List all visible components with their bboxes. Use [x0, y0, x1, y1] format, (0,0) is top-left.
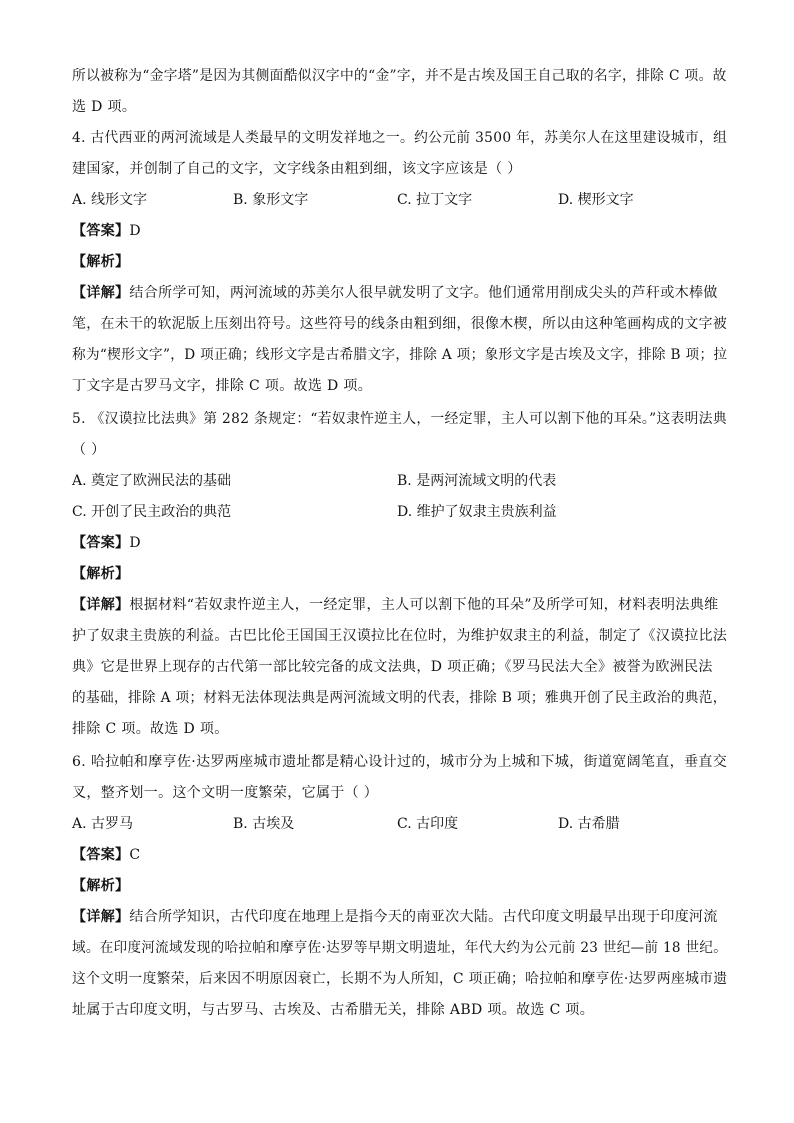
- q6-detail-line-4: 址属于古印度文明，与古罗马、古埃及、古希腊无关，排除 ABD 项。故选 C 项。: [72, 1002, 595, 1018]
- q6-option-b: B. 古埃及: [233, 816, 295, 832]
- q5-option-d: D. 维护了奴隶主贵族利益: [397, 504, 557, 520]
- q5-answer-tag: 【答案】: [72, 535, 130, 551]
- q5-analysis-label: 【解析】: [72, 566, 130, 582]
- q4-answer: [72, 221, 727, 241]
- q6-option-a: A. 古罗马: [72, 816, 134, 832]
- q4-stem-line-2: 建国家，并创制了自己的文字，文字线条由粗到细，该文字应该是（ ）: [72, 161, 522, 177]
- q6-stem-line-1: 6. 哈拉帕和摩亨佐·达罗两座城市遗址都是精心设计过的，城市分为上城和下城，街道宽阔笔直，垂直交: [72, 754, 728, 770]
- q6-detail-text-1: 结合所学知识，古代印度在地理上是指今天的南亚次大陆。古代印度文明最早出现于印度河流: [129, 909, 718, 925]
- q4-detail-tag: 【详解】: [72, 285, 130, 301]
- q4-option-d: D. 楔形文字: [558, 192, 634, 208]
- q5-detail-tag: 【详解】: [72, 597, 130, 613]
- q5-option-c: C. 开创了民主政治的典范: [72, 504, 232, 520]
- q3-tail-line-1: 所以被称为“金字塔”是因为其侧面酷似汉字中的“金”字，并不是古埃及国王自己取的名字，排除 C 项。故: [72, 68, 727, 84]
- q5-detail-line-4: 的基础，排除 A 项；材料无法体现法典是两河流域文明的代表，排除 B 项；雅典开创了民主政治的典范，: [72, 690, 727, 706]
- q4-option-a: A. 线形文字: [72, 192, 148, 208]
- q4-answer-tag: 【答案】: [72, 223, 130, 239]
- q6-option-d: D. 古希腊: [558, 816, 620, 832]
- q5-detail-line-1: [72, 595, 727, 615]
- q5-detail-line-5: 排除 C 项。故选 D 项。: [72, 721, 229, 737]
- q4-option-b: B. 象形文字: [233, 192, 309, 208]
- q4-analysis-label: 【解析】: [72, 254, 130, 270]
- q6-answer: [72, 845, 727, 865]
- q5-option-b: B. 是两河流域文明的代表: [397, 473, 557, 489]
- q5-detail-line-3: 典》它是世界上现存的古代第一部比较完备的成文法典，D 项正确；《罗马民法大全》被誉为欧洲民法: [72, 659, 713, 675]
- q4-detail-line-3: 称为“楔形文字”，D 项正确；线形文字是古希腊文字，排除 A 项；象形文字是古埃及文字，排除 B 项；拉: [72, 347, 728, 363]
- q4-answer-value: D: [129, 223, 141, 239]
- q4-detail-line-4: 丁文字是古罗马文字，排除 C 项。故选 D 项。: [72, 378, 373, 394]
- q5-stem-line-2: （ ）: [72, 442, 106, 458]
- q4-option-c: C. 拉丁文字: [397, 192, 473, 208]
- q6-detail-line-2: 域。在印度河流域发现的哈拉帕和摩亨佐·达罗等早期文明遗址，年代大约为公元前 23 世纪—前 18 世纪。: [72, 940, 728, 956]
- q6-analysis-label: 【解析】: [72, 878, 130, 894]
- q5-detail-text-1: 根据材料“若奴隶忤逆主人，一经定罪，主人可以割下他的耳朵”及所学可知，材料表明法典维: [129, 597, 719, 613]
- q4-stem-line-1: 4. 古代西亚的两河流域是人类最早的文明发祥地之一。约公元前 3500 年，苏美尔人在这里建设城市，组: [72, 130, 728, 146]
- q6-detail-line-1: [72, 907, 727, 927]
- q3-tail-line-2: 选 D 项。: [72, 99, 137, 115]
- q4-detail-line-1: [72, 283, 727, 303]
- q6-stem-line-2: 叉，整齐划一。这个文明一度繁荣，它属于（ ）: [72, 785, 379, 801]
- q5-answer-value: D: [129, 535, 141, 551]
- q4-detail-line-2: 笔，在未干的软泥版上压刻出符号。这些符号的线条由粗到细，很像木楔，所以由这种笔画构成的文字被: [72, 316, 728, 332]
- q6-option-c: C. 古印度: [397, 816, 459, 832]
- q5-option-a: A. 奠定了欧洲民法的基础: [72, 473, 232, 489]
- q6-detail-line-3: 这个文明一度繁荣，后来因不明原因衰亡，长期不为人所知，C 项正确；哈拉帕和摩亨佐·达罗两座城市遗: [72, 971, 728, 987]
- q5-stem-line-1: 5. 《汉谟拉比法典》第 282 条规定：“若奴隶忤逆主人，一经定罪，主人可以割下他的耳朵。”这表明法典: [72, 411, 727, 427]
- q4-detail-text-1: 结合所学可知，两河流域的苏美尔人很早就发明了文字。他们通常用削成尖头的芦秆或木棒做: [129, 285, 718, 301]
- q5-detail-line-2: 护了奴隶主贵族的利益。古巴比伦王国国王汉谟拉比在位时，为维护奴隶主的利益，制定了《汉谟拉比法: [72, 628, 728, 644]
- q5-answer: [72, 533, 727, 553]
- q6-answer-tag: 【答案】: [72, 847, 130, 863]
- q6-detail-tag: 【详解】: [72, 909, 130, 925]
- q6-answer-value: C: [129, 847, 141, 863]
